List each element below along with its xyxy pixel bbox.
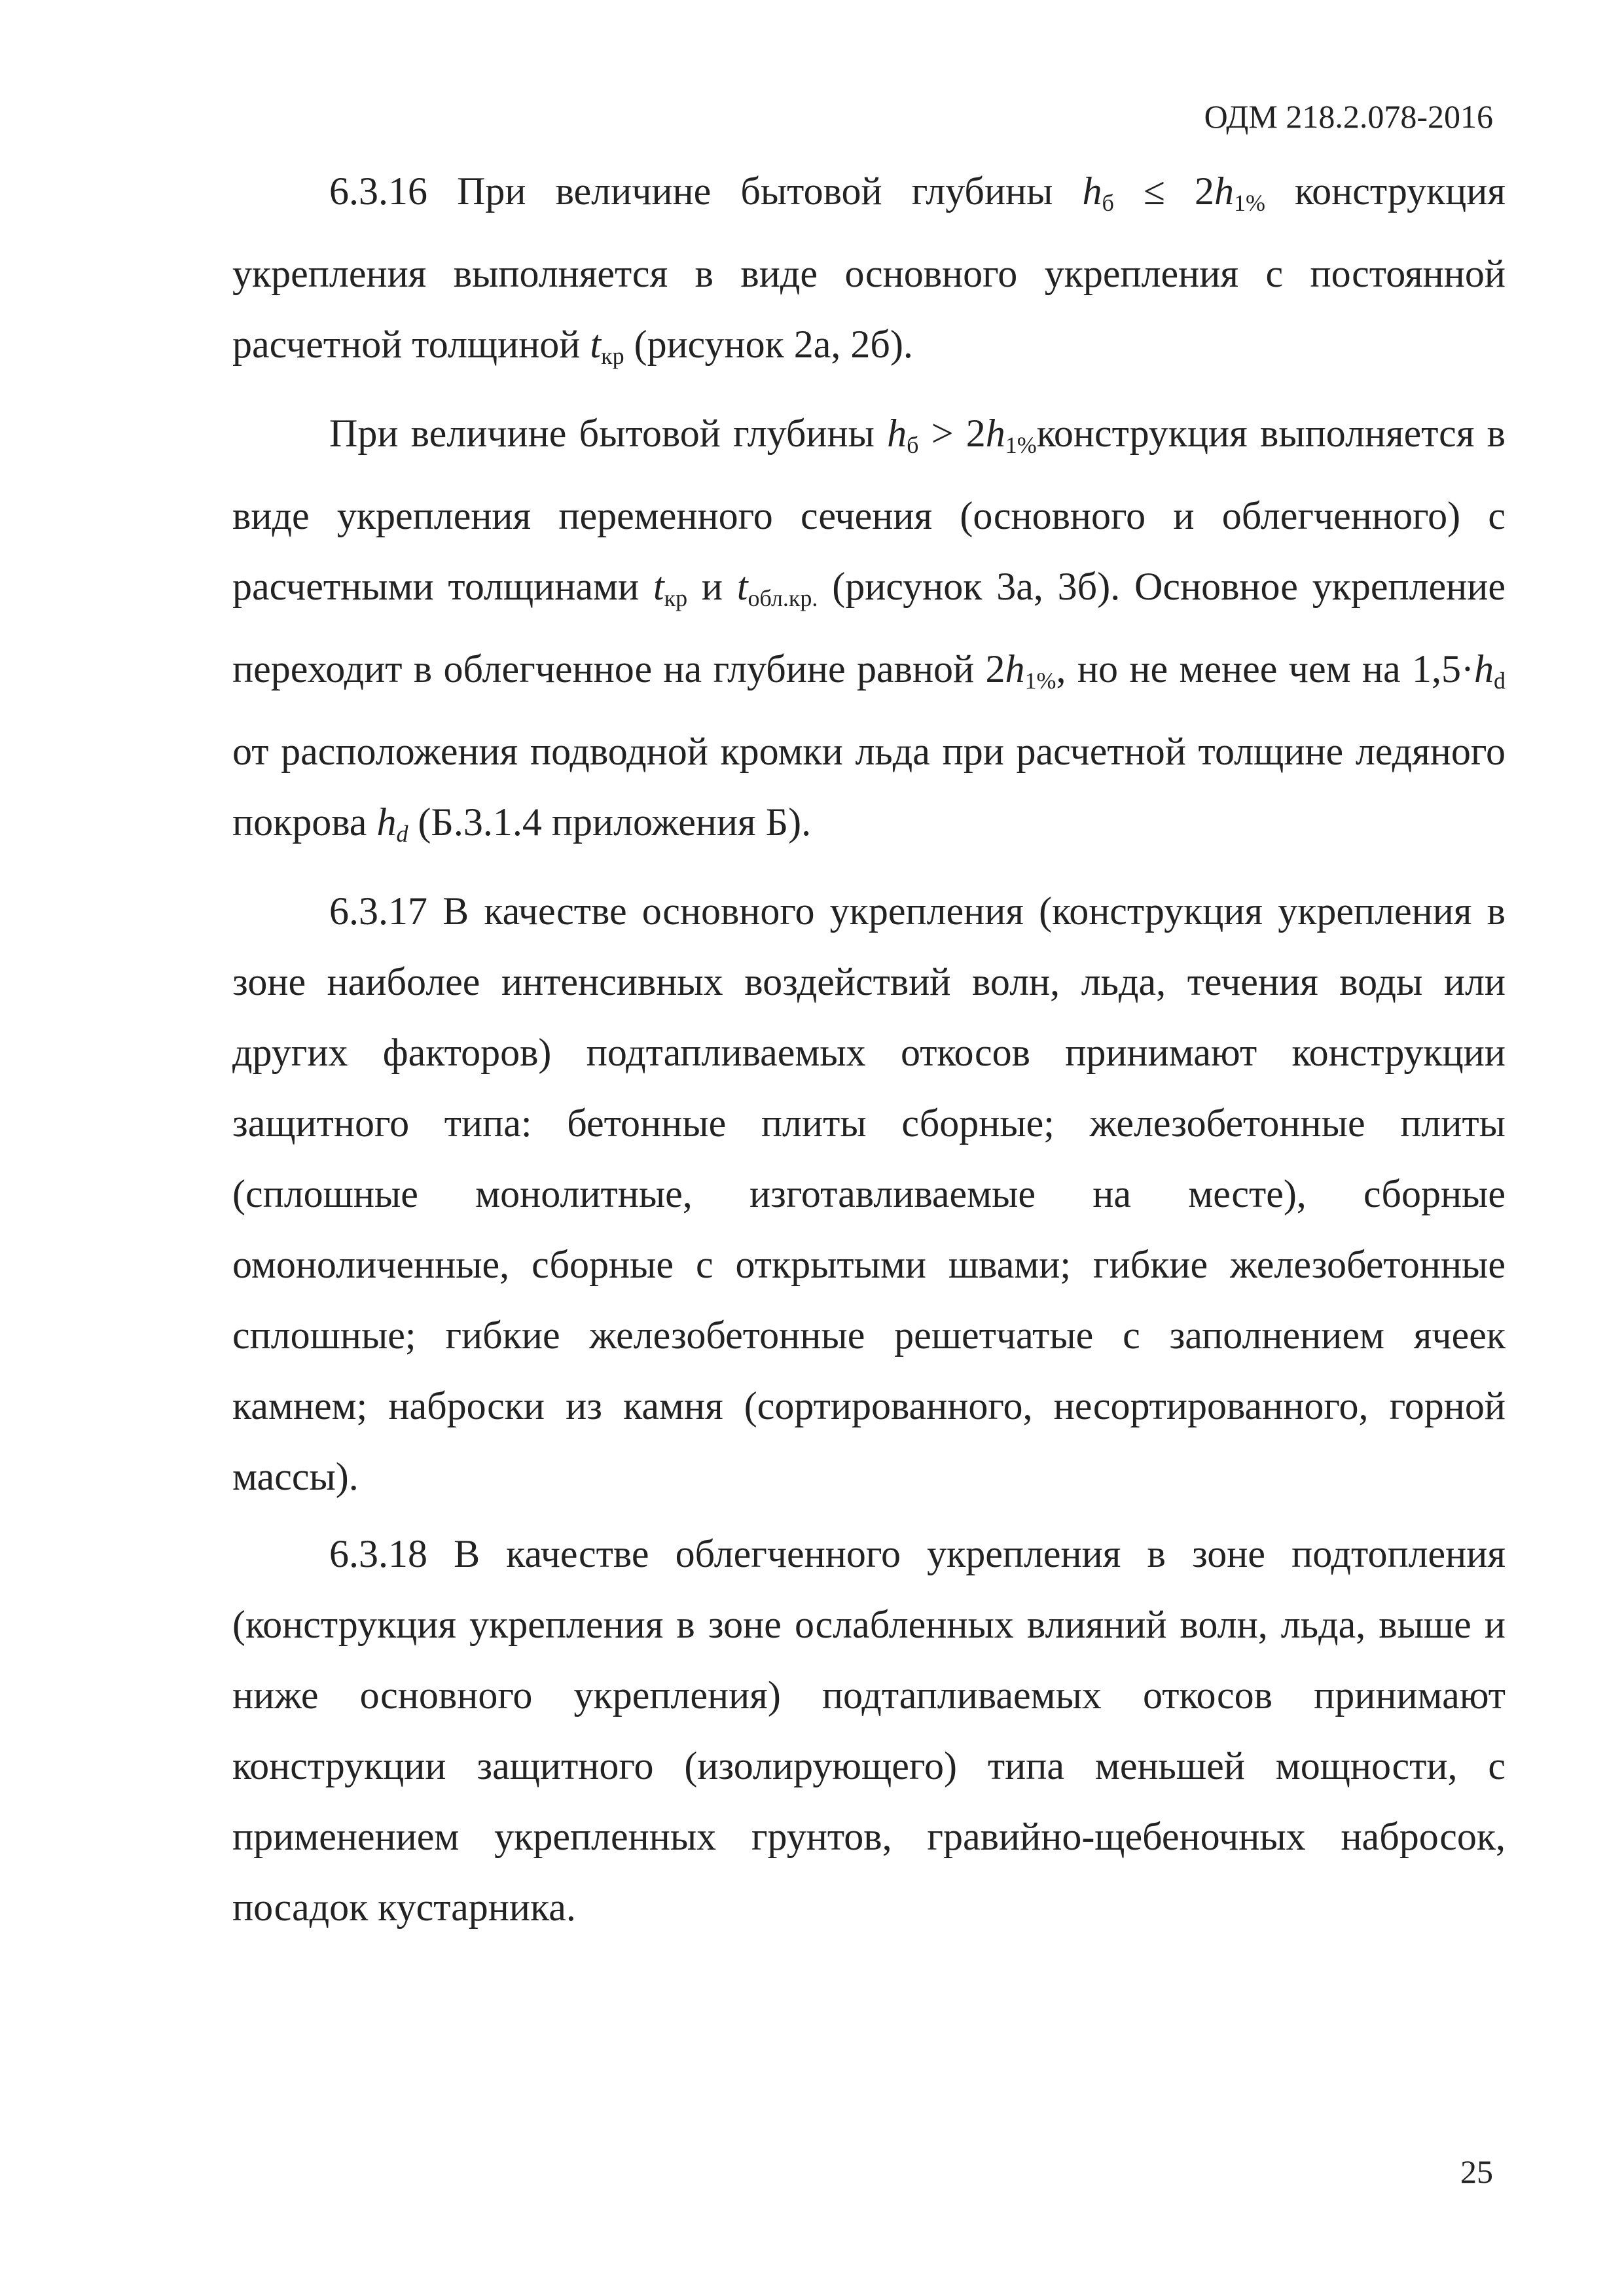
math-subscript: 1% [1024, 668, 1056, 694]
math-subscript: d [1493, 668, 1506, 694]
math-subscript: кр [664, 585, 688, 611]
math-symbol: h [887, 412, 907, 455]
paragraph-6-3-18: 6.3.18 В качестве облегченного укрепления в зоне подтопления (конструкция укрепления в зоне ослабленных влияний волн, льда, выше и ниже основного укрепления) подтапливаемых откосов принимают конструкции защитного (изолирующего) типа меньшей мощности, с применением укрепленных грунтов, гравийно-щебеночных набросок, посадок кустарника. [232, 1532, 1506, 1929]
text-run: конструкция выполняется в виде укрепления переменного сечения (основного и облегченного) с расчетными толщинами [232, 412, 1506, 608]
text-run: При величине бытовой глубины [329, 412, 888, 455]
math-subscript: 1% [1005, 432, 1037, 458]
formula-depth-condition [1082, 170, 1265, 216]
text-run: и [687, 565, 737, 608]
paragraph-variable-section [232, 398, 1506, 869]
math-subscript: б [1102, 190, 1114, 216]
text-run: (Б.3.1.4 приложения Б). [408, 800, 812, 844]
paragraph-6-3-17: 6.3.17 В качестве основного укрепления (конструкция укрепления в зоне наиболее интенсивных воздействий волн, льда, течения воды или других факторов) подтапливаемых откосов принимают конструкции защитного типа: бетонные плиты сборные; железобетонные плиты (сплошные монолитные, изготавливаемые на месте), сборные омоноличенные, сборные с открытыми швами; гибкие железобетонные сплошные; гибкие железобетонные решетчатые с заполнением ячеек камнем; наброски из камня (сортированного, несортированного, горной массы). [232, 889, 1506, 1498]
document-body [232, 156, 1506, 1943]
math-number: 2 [985, 647, 1005, 691]
math-symbol: h [1082, 170, 1102, 213]
text-run: (рисунок 2а, 2б). [624, 323, 913, 366]
math-subscript: 1% [1233, 190, 1265, 216]
math-symbol: t [590, 323, 602, 366]
math-symbol: h [1005, 647, 1025, 691]
paragraph-6-3-16 [232, 156, 1506, 391]
text-run: от расположения подводной кромки льда при расчетной толщине ледяного покрова [232, 730, 1506, 844]
text-run: , но не менее чем на 1,5· [1056, 647, 1474, 691]
text-run: конструкция укрепления выполняется в виде основного укрепления с постоянной расчетной толщиной [232, 170, 1506, 366]
text-run: 6.3.16 При величине бытовой глубины [329, 170, 1083, 213]
math-symbol: h [1214, 170, 1234, 213]
math-operator: ≤ 2 [1113, 170, 1214, 213]
math-symbol: t [736, 565, 748, 608]
math-symbol: h [985, 412, 1005, 455]
text-run: (рисунок 3а, 3б). Основное укрепление переходит в облегченное на глубине равной [232, 565, 1506, 691]
math-subscript: обл.кр. [748, 585, 818, 611]
math-subscript: d [396, 821, 408, 847]
formula-depth-condition [887, 412, 1037, 458]
page-number: 25 [1460, 2153, 1493, 2190]
math-subscript: кр [601, 343, 624, 369]
math-symbol: h [376, 800, 397, 844]
document-code-header: ОДМ 218.2.078-2016 [1204, 98, 1493, 135]
formula-depth [985, 647, 1056, 694]
math-symbol: h [1473, 647, 1494, 691]
math-symbol: t [653, 565, 664, 608]
math-operator: > 2 [918, 412, 986, 455]
math-subscript: б [907, 432, 919, 458]
